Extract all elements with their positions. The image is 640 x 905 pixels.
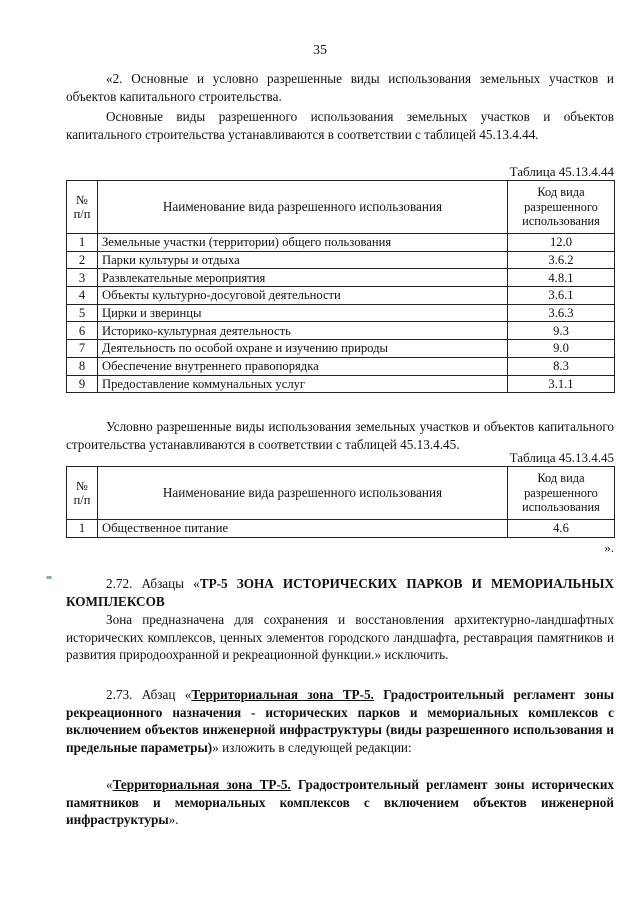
table2 xyxy=(66,466,615,538)
cell-code: 3.6.2 xyxy=(508,251,615,269)
table2-header-row xyxy=(67,467,615,520)
quote-close: ». xyxy=(168,812,179,827)
cell-name: Общественное питание xyxy=(98,520,508,538)
cell-number: 6 xyxy=(67,322,98,340)
section-2-72-heading: ТР-5 ЗОНА ИСТОРИЧЕСКИХ ПАРКОВ И МЕМОРИАЛЬНЫХ КОМПЛЕКСОВ xyxy=(66,576,615,609)
table-row xyxy=(67,287,615,305)
zone-title-underlined: Территориальная зона ТР-5. xyxy=(191,687,374,702)
table2-closing-quote: ». xyxy=(604,540,614,555)
zone-title-underlined-new: Территориальная зона ТР-5. xyxy=(112,777,291,792)
cell-number: 7 xyxy=(67,340,98,358)
cell-name: Обеспечение внутреннего правопорядка xyxy=(98,357,508,375)
table-row xyxy=(67,234,615,252)
col-header-code: Код вида разрешенного использования xyxy=(508,467,615,520)
cell-code: 3.6.3 xyxy=(508,304,615,322)
table-row xyxy=(67,520,615,538)
page-number: 35 xyxy=(313,43,327,58)
section-2-73-new-title: Градостроительный регламент зоны исторических памятников и мемориальных комплексов с включением объектов инженерной инфраструктуры xyxy=(66,777,615,827)
col-header-number: № п/п xyxy=(67,181,98,234)
cell-number: 1 xyxy=(67,520,98,538)
cell-code: 9.3 xyxy=(508,322,615,340)
conditional-uses-paragraph: Условно разрешенные виды использования земельных участков и объектов капитального строительства устанавливаются в соответствии с таблицей 45.13.4.45. xyxy=(66,419,614,452)
table-row xyxy=(67,269,615,287)
cell-number: 5 xyxy=(67,304,98,322)
table2-caption: Таблица 45.13.4.45 xyxy=(509,450,614,465)
section-2-72-body: Зона предназначена для сохранения и восстановления архитектурно-ландшафтных исторических комплексов, ценных элементов городского ландшафта, реставрация памятников и развития природоохранной и рекреационной функции.» исключить. xyxy=(66,612,614,662)
scan-speck xyxy=(46,576,52,579)
cell-name: Объекты культурно-досуговой деятельности xyxy=(98,287,508,305)
cell-code: 4.8.1 xyxy=(508,269,615,287)
cell-name: Земельные участки (территории) общего пользования xyxy=(98,234,508,252)
quote-open: « xyxy=(106,777,113,792)
table-row xyxy=(67,340,615,358)
table1-caption: Таблица 45.13.4.44 xyxy=(509,164,614,179)
section-2-73-old-title: Градостроительный регламент зоны рекреационного назначения - исторических парков и мемориальных комплексов с включением объектов инженерной инфраструктуры (виды разрешенного использования и предельные параметры) xyxy=(66,687,614,755)
cell-code: 8.3 xyxy=(508,357,615,375)
table-row xyxy=(67,357,615,375)
cell-name: Цирки и зверинцы xyxy=(98,304,508,322)
cell-name: Деятельность по особой охране и изучению природы xyxy=(98,340,508,358)
table1-header-row xyxy=(67,181,615,234)
section-2-72-prefix: 2.72. Абзацы « xyxy=(106,576,200,591)
section-2-73-new-text xyxy=(66,776,614,829)
intro-paragraph-2: Основные виды разрешенного использования земельных участков и объектов капитального строительства устанавливаются в соответствии с таблицей 45.13.4.44. xyxy=(66,109,614,142)
cell-code: 3.1.1 xyxy=(508,375,615,393)
section-2-73-prefix: 2.73. Абзац « xyxy=(106,687,192,702)
cell-number: 8 xyxy=(67,357,98,375)
intro-paragraph-1: «2. Основные и условно разрешенные виды использования земельных участков и объектов капитального строительства. xyxy=(66,71,614,104)
cell-code: 12.0 xyxy=(508,234,615,252)
cell-name: Парки культуры и отдыха xyxy=(98,251,508,269)
cell-name: Развлекательные мероприятия xyxy=(98,269,508,287)
section-2-73 xyxy=(66,686,614,756)
cell-number: 1 xyxy=(67,234,98,252)
section-2-72 xyxy=(66,575,614,610)
cell-number: 2 xyxy=(67,251,98,269)
table-row xyxy=(67,304,615,322)
col-header-name: Наименование вида разрешенного использования xyxy=(98,467,508,520)
table-row xyxy=(67,375,615,393)
cell-number: 3 xyxy=(67,269,98,287)
table-row xyxy=(67,251,615,269)
cell-name: Историко-культурная деятельность xyxy=(98,322,508,340)
col-header-code: Код вида разрешенного использования xyxy=(508,181,615,234)
section-2-73-tail: » изложить в следующей редакции: xyxy=(212,739,412,755)
col-header-name: Наименование вида разрешенного использования xyxy=(98,181,508,234)
cell-number: 4 xyxy=(67,287,98,305)
table1-body xyxy=(67,234,615,393)
table-row xyxy=(67,322,615,340)
cell-code: 9.0 xyxy=(508,340,615,358)
cell-code: 4.6 xyxy=(508,520,615,538)
table2-body xyxy=(67,520,615,538)
col-header-number: № п/п xyxy=(67,467,98,520)
cell-number: 9 xyxy=(67,375,98,393)
cell-code: 3.6.1 xyxy=(508,287,615,305)
cell-name: Предоставление коммунальных услуг xyxy=(98,375,508,393)
table1 xyxy=(66,180,615,393)
